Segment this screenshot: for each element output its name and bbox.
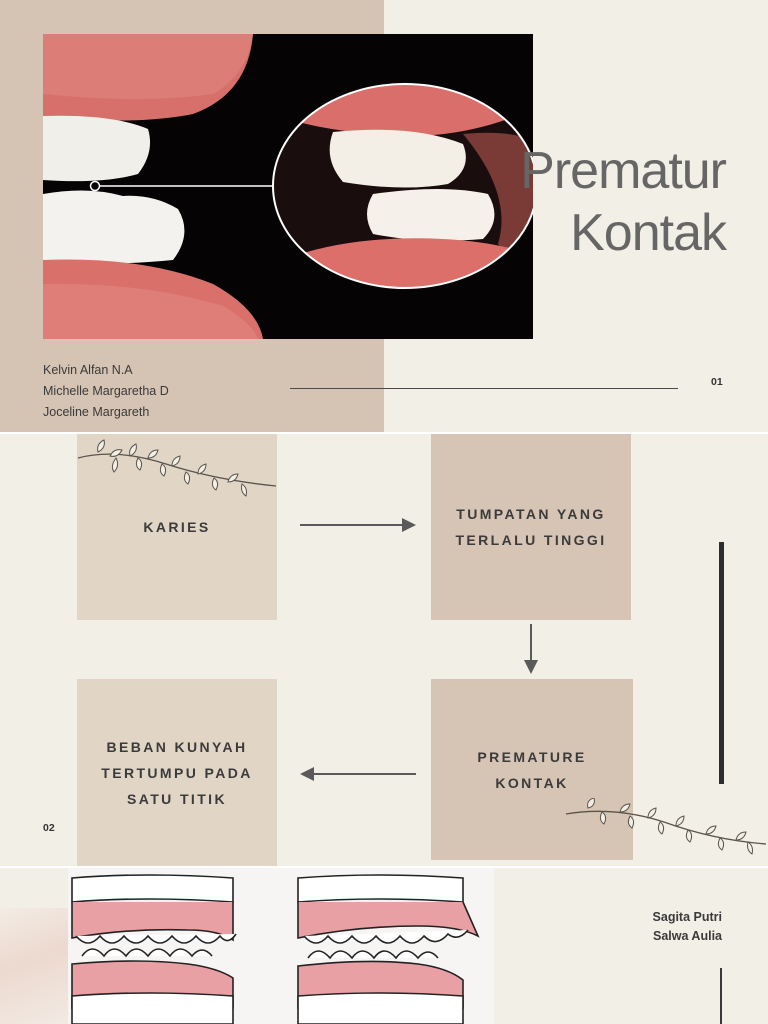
author-name: Michelle Margaretha D bbox=[43, 384, 169, 398]
author-list bbox=[43, 360, 169, 423]
horizontal-rule bbox=[290, 388, 678, 389]
box-tumpatan bbox=[431, 434, 631, 620]
box-beban-line: SATU TITIK bbox=[127, 790, 227, 807]
box-beban-line: TERTUMPU PADA bbox=[101, 764, 253, 781]
page-number: 02 bbox=[43, 822, 55, 834]
vine-decoration-icon bbox=[564, 798, 768, 866]
slide-1 bbox=[0, 0, 768, 432]
box-tumpatan-line: TUMPATAN YANG bbox=[456, 506, 606, 522]
slide-2 bbox=[0, 434, 768, 866]
slide-title bbox=[440, 140, 726, 264]
vertical-rule bbox=[720, 968, 722, 1024]
title-line-1: Prematur bbox=[520, 142, 726, 200]
box-beban-line: BEBAN KUNYAH bbox=[106, 738, 248, 755]
box-beban-kunyah bbox=[77, 679, 277, 866]
box-premature-line: PREMATURE bbox=[477, 748, 587, 765]
presenter-name: Salwa Aulia bbox=[652, 929, 722, 943]
dental-model-illustration bbox=[68, 868, 494, 1024]
author-name: Kelvin Alfan N.A bbox=[43, 363, 133, 377]
box-premature-line: KONTAK bbox=[495, 774, 569, 791]
arrow-down-icon bbox=[522, 622, 540, 676]
author-name: Joceline Margareth bbox=[43, 405, 150, 419]
pink-decor-strip bbox=[0, 908, 68, 1024]
arrow-right-icon bbox=[298, 517, 418, 533]
box-tumpatan-line: TERLALU TINGGI bbox=[455, 532, 607, 548]
slide-3 bbox=[0, 868, 768, 1024]
title-line-2: Kontak bbox=[570, 204, 726, 262]
box-karies-label: KARIES bbox=[143, 519, 211, 535]
presenter-names bbox=[653, 908, 722, 946]
page-number: 01 bbox=[711, 376, 723, 388]
arrow-left-icon bbox=[298, 766, 418, 782]
presenter-name: Sagita Putri bbox=[652, 910, 722, 924]
vine-decoration-icon bbox=[76, 436, 280, 502]
vertical-accent-bar bbox=[719, 542, 724, 784]
